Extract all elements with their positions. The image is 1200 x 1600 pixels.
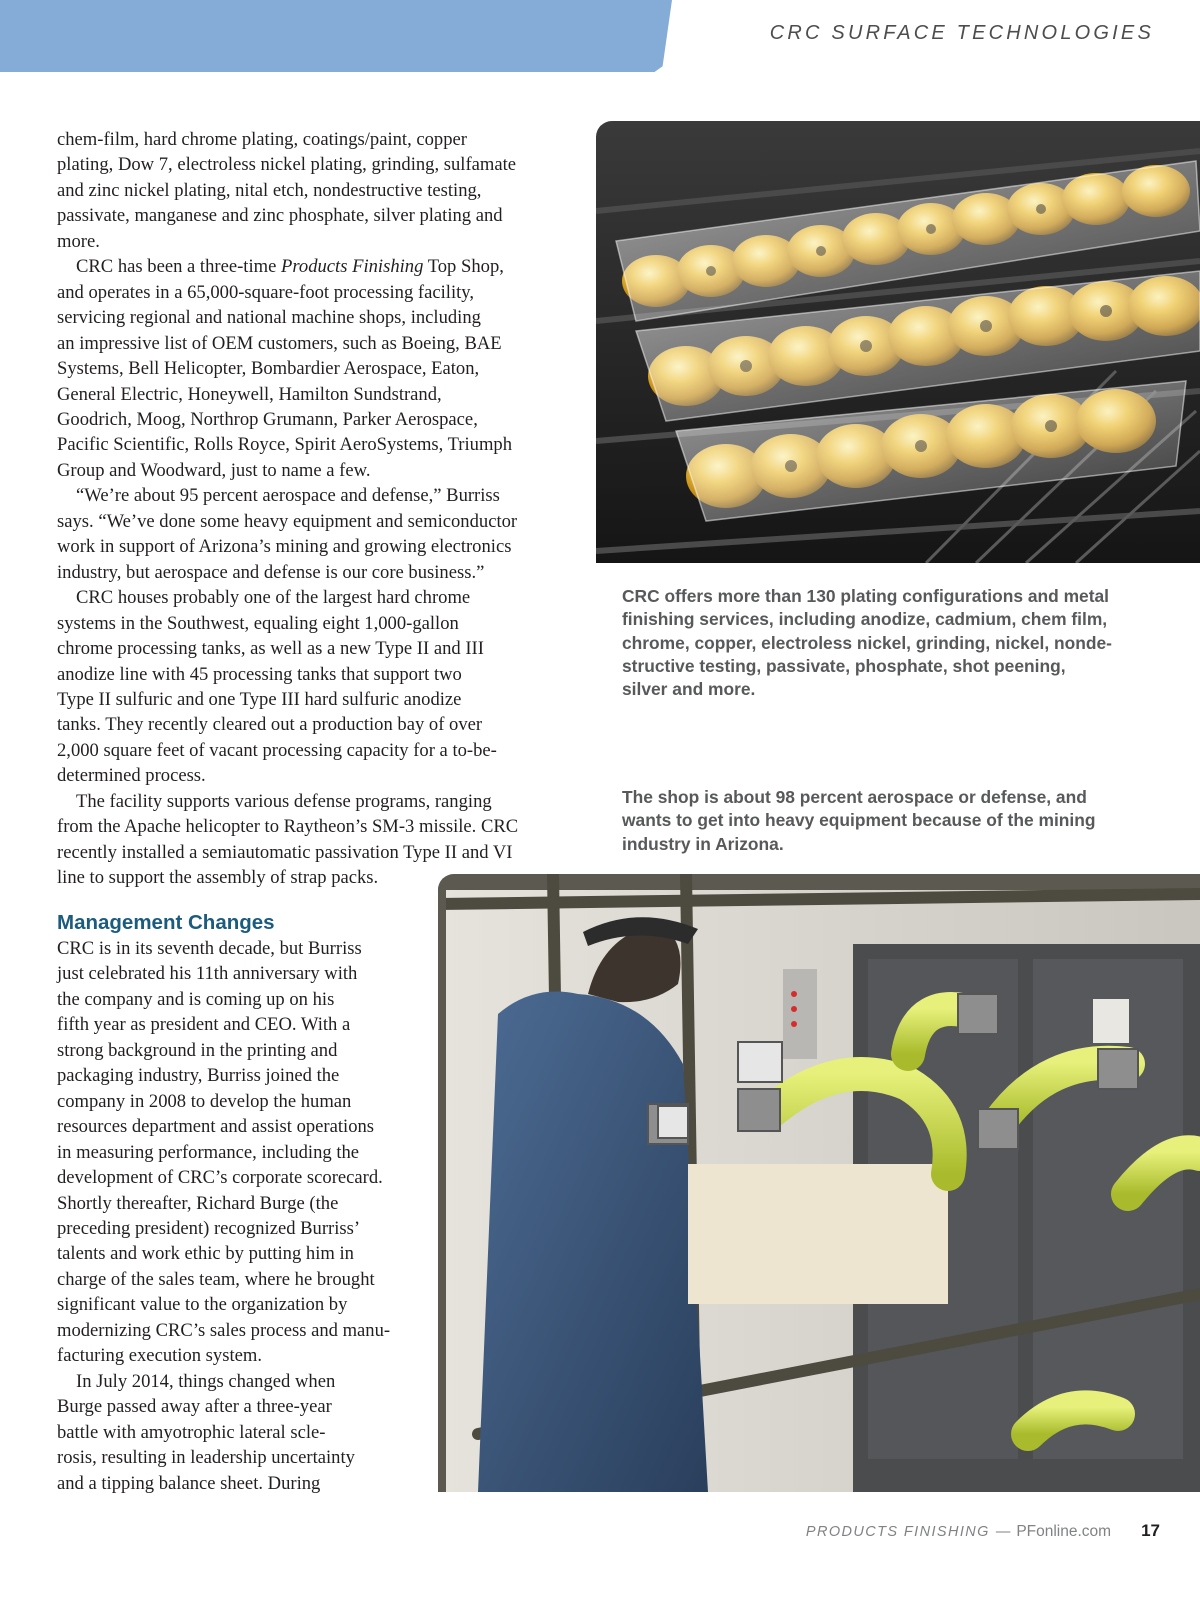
photo-gold-plated-parts (596, 121, 1200, 563)
text-line: Goodrich, Moog, Northrop Grumann, Parker Aerospace, (57, 408, 478, 430)
text-line: line to support the assembly of strap packs. (57, 867, 379, 889)
text-line: General Electric, Honeywell, Hamilton Sundstrand, (57, 383, 442, 405)
paragraph-6 (57, 936, 417, 1369)
text-line: systems in the Southwest, equaling eight 1,000-gallon (57, 612, 459, 634)
text-line: tanks. They recently cleared out a production bay of over (57, 714, 483, 736)
photo-worker-painted-parts-illustration (438, 874, 1200, 1492)
caption-aerospace-defense (622, 786, 1142, 856)
control-box (783, 969, 817, 1059)
article-column-2 (57, 936, 417, 1496)
text-line: rosis, resulting in leadership uncertainty (57, 1447, 355, 1469)
text-line: just celebrated his 11th anniversary with (57, 963, 358, 985)
text-line: The facility supports various defense programs, ranging (76, 790, 492, 812)
text-line: passivate, manganese and zinc phosphate, silver plating and (57, 205, 503, 227)
text-line: chrome processing tanks, as well as a new Type II and III (57, 638, 484, 660)
paragraph-3 (57, 483, 557, 585)
text-line: strong background in the printing and (57, 1039, 338, 1061)
text-run: Top Shop, (423, 256, 504, 278)
text-line: and zinc nickel plating, nital etch, nondestructive testing, (57, 179, 482, 201)
header-band (0, 0, 672, 72)
text-line: in measuring performance, including the (57, 1141, 360, 1163)
text-line: determined process. (57, 765, 206, 787)
footer-website: PFonline.com (1016, 1523, 1112, 1540)
text-line: Group and Woodward, just to name a few. (57, 459, 371, 481)
text-line: Systems, Bell Helicopter, Bombardier Aerospace, Eaton, (57, 358, 480, 380)
text-line: says. “We’ve done some heavy equipment and semiconductor (57, 510, 518, 532)
paragraph-4 (57, 585, 557, 789)
text-line: Burge passed away after a three-year (57, 1396, 332, 1418)
caption-line: chrome, copper, electroless nickel, grinding, nickel, nonde- (622, 632, 1112, 653)
article-column-1 (57, 127, 557, 891)
worker-shirt (478, 992, 708, 1493)
text-line: company in 2008 to develop the human (57, 1090, 352, 1112)
text-line: packaging industry, Burriss joined the (57, 1065, 340, 1087)
text-line: preceding president) recognized Burriss’ (57, 1217, 361, 1239)
door-sign (1093, 999, 1129, 1043)
text-line: battle with amyotrophic lateral scle- (57, 1421, 326, 1443)
text-line: an impressive list of OEM customers, such as Boeing, BAE (57, 332, 502, 354)
text-line: servicing regional and national machine shops, including (57, 307, 481, 329)
text-line: chem-film, hard chrome plating, coatings/paint, copper (57, 129, 467, 150)
caption-line: finishing services, including anodize, cadmium, chem film, (622, 609, 1108, 630)
text-line: and a tipping balance sheet. During (57, 1472, 321, 1494)
text-line: the company and is coming up on his (57, 988, 335, 1010)
text-line: from the Apache helicopter to Raytheon’s SM-3 missile. CRC (57, 816, 519, 838)
text-line: facturing execution system. (57, 1345, 262, 1367)
text-line: industry, but aerospace and defense is our core business.” (57, 561, 485, 583)
paragraph-7 (57, 1369, 417, 1496)
publication-title: Products Finishing (281, 256, 424, 278)
text-line: CRC is in its seventh decade, but Burriss (57, 938, 362, 959)
caption-line: silver and more. (622, 679, 756, 700)
text-line: Type II sulfuric and one Type III hard sulfuric anodize (57, 688, 462, 710)
text-line: resources department and assist operations (57, 1116, 375, 1138)
text-line: In July 2014, things changed when (76, 1370, 336, 1392)
work-table (688, 1164, 948, 1304)
text-line: charge of the sales team, where he brought (57, 1268, 375, 1290)
text-line: significant value to the organization by (57, 1294, 348, 1316)
running-head: CRC SURFACE TECHNOLOGIES (769, 22, 1154, 44)
footer-publication: PRODUCTS FINISHING (805, 1524, 990, 1540)
text-line: anodize line with 45 processing tanks that support two (57, 663, 462, 685)
text-line: “We’re about 95 percent aerospace and defense,” Burriss (76, 485, 500, 507)
text-line: talents and work ethic by putting him in (57, 1243, 354, 1265)
text-line (57, 254, 557, 279)
text-line: more. (57, 230, 100, 252)
caption-line: structive testing, passivate, phosphate, shot peening, (622, 655, 1066, 676)
text-line: 2,000 square feet of vacant processing capacity for a to-be- (57, 739, 497, 761)
caption-line: CRC offers more than 130 plating configurations and metal (622, 586, 1110, 606)
text-line: and operates in a 65,000-square-foot processing facility, (57, 281, 475, 303)
caption-plating-configurations (622, 585, 1142, 701)
text-line: Shortly thereafter, Richard Burge (the (57, 1192, 339, 1214)
caption-line: industry in Arizona. (622, 833, 784, 854)
paragraph-1 (57, 127, 557, 254)
photo-worker-painted-parts (438, 874, 1200, 1492)
caption-line: The shop is about 98 percent aerospace or defense, and (622, 787, 1087, 807)
text-line: modernizing CRC’s sales process and manu- (57, 1319, 391, 1341)
text-line: Pacific Scientific, Rolls Royce, Spirit AeroSystems, Triumph (57, 434, 513, 456)
text-line: plating, Dow 7, electroless nickel plating, grinding, sulfamate (57, 154, 517, 176)
footer-separator: — (995, 1524, 1011, 1540)
page-footer (806, 1521, 1160, 1541)
section-heading: Management Changes (57, 911, 275, 934)
text-line: recently installed a semiautomatic passivation Type II and VI (57, 841, 513, 863)
paragraph-2 (57, 254, 557, 483)
page-number: 17 (1141, 1521, 1160, 1540)
photo-gold-plated-parts-illustration (596, 121, 1200, 563)
text-line: development of CRC’s corporate scorecard. (57, 1167, 383, 1189)
text-line: CRC houses probably one of the largest hard chrome (76, 587, 471, 609)
text-line: fifth year as president and CEO. With a (57, 1014, 351, 1036)
text-run: CRC has been a three-time (76, 256, 281, 278)
text-line: work in support of Arizona’s mining and growing electronics (57, 536, 512, 558)
caption-line: wants to get into heavy equipment because of the mining (622, 810, 1096, 831)
